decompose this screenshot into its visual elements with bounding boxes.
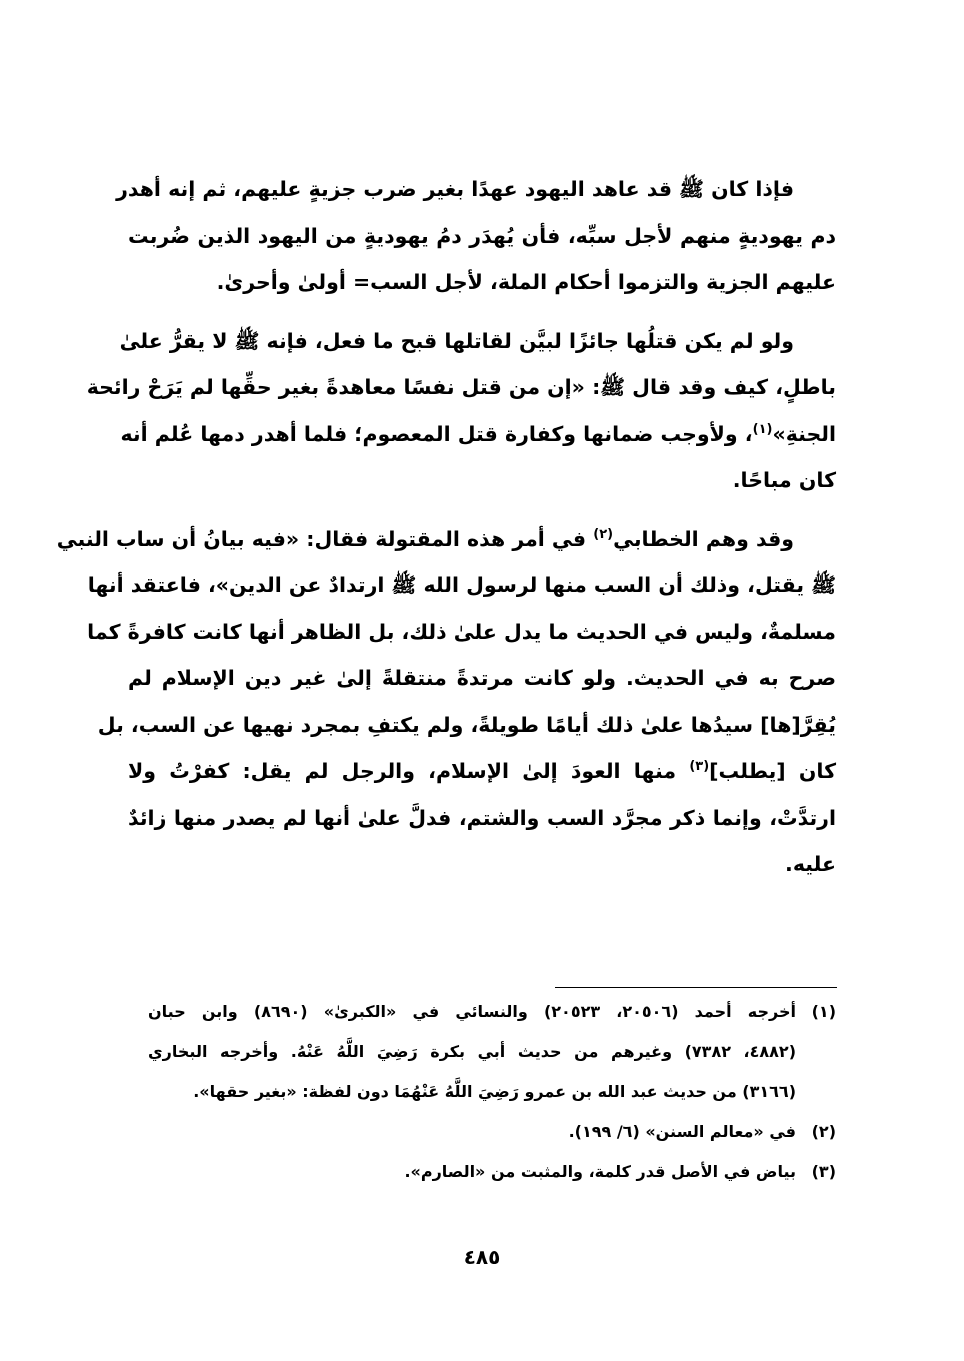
hadith-quote: الجنةِ» — [772, 421, 836, 446]
footnote-line: أخرجه أحمد (٢٠٥٠٦، ٢٠٥٢٣) والنسائي في «الكبرىٰ» (٨٦٩٠) وابن حبان — [148, 1002, 797, 1021]
text-line: دم يهوديةٍ منهم لأجل سبِّه، فأن يُهدَر دمُ يهوديةٍ من اليهود الذين ضُربت — [128, 223, 836, 248]
text-line: فإذا كان ﷺ قد عاهد اليهود عهدًا بغير ضرب جزيةٍ عليهم، ثم إنه أهدر — [116, 177, 794, 201]
footnote-number: (٢) — [811, 1122, 836, 1141]
text-line: يُقِرَّ[ها] سيدُها علىٰ ذلك أيامًا طويلةً، ولم يكتفِ بمجرد نهيها عن السب، بل — [97, 712, 836, 737]
text-segment: باطلٍ، كيف وقد قال ﷺ: — [584, 375, 836, 399]
footnote-line: في «معالم السنن» (٦/ ١٩٩). — [568, 1122, 796, 1141]
text-line — [128, 748, 836, 795]
footnote-ref-3[interactable]: (٣) — [689, 759, 710, 775]
footnote-1 — [148, 992, 836, 1112]
text-line: عليهم الجزية والتزموا أحكام الملة، لأجل السب= أولىٰ وأحرىٰ. — [216, 270, 836, 294]
text-line: ارتدَّتْ، وإنما ذكر مجرَّد السب والشتم، فدلَّ علىٰ أنها لم يصدر منها زائدٌ — [128, 805, 836, 830]
text-segment: في أمر هذه المقتولة فقال: «فيه بيانُ أن ساب النبي — [56, 526, 594, 551]
footnote-number: (٣) — [811, 1162, 836, 1181]
hadith-quote: «إن من قتل نفسًا معاهدةً بغير حقِّها لم يَرَحْ رائحة — [86, 375, 585, 399]
text-line: عليه. — [785, 852, 836, 876]
text-line — [120, 411, 836, 458]
footnote-3 — [148, 1152, 836, 1192]
text-segment: وقد وهم الخطابي — [613, 526, 794, 551]
text-segment: كان [يطلب] — [709, 759, 836, 783]
footnotes — [148, 992, 836, 1192]
footnote-number: (١) — [811, 1002, 836, 1021]
main-text — [56, 166, 836, 888]
text-line: ﷺ يقتل، وذلك أن السب منها لرسول الله ﷺ ارتدادٌ عن الدين»، فاعتقد أنها — [87, 573, 836, 597]
text-segment: ، ولأوجب ضمانها وكفارة قتل المعصوم؛ فلما أهدر دمها عُلم أنه — [120, 421, 753, 446]
footnote-2 — [148, 1112, 836, 1152]
footnote-line: (٣١٦٦) من حديث عبد الله بن عمرو رَضِيَ اللَّهُ عَنْهُمَا دون لفظة: «بغير حقها». — [193, 1082, 796, 1101]
paragraph-1 — [116, 166, 836, 306]
text-line: صرح به في الحديث. ولو كانت مرتدةً منتقلةً إلىٰ غير دين الإسلام لم — [128, 666, 836, 690]
footnote-divider — [555, 987, 837, 988]
paragraph-3 — [56, 516, 836, 888]
footnote-ref-1[interactable]: (١) — [752, 421, 773, 437]
text-line — [86, 364, 836, 411]
page-number: ٤٨٥ — [463, 1245, 501, 1269]
footnote-line: (٤٨٨٢، ٧٣٨٢) وغيرهم من حديث أبي بكرة رَضِيَ اللَّهُ عَنْهُ. وأخرجه البخاري — [148, 1042, 796, 1061]
paragraph-2 — [86, 318, 836, 504]
footnote-line: بياض في الأصل قدر كلمة، والمثبت من «الصارم». — [404, 1162, 796, 1181]
text-segment: منها العودَ إلىٰ الإسلام، والرجل لم يقل: كفرْتُ ولا — [128, 759, 690, 783]
text-line: مسلمةٌ، وليس في الحديث ما يدل علىٰ ذلك، بل الظاهر أنها كانت كافرةً كما — [87, 619, 836, 644]
text-line — [56, 516, 836, 563]
text-line: كان مباحًا. — [732, 468, 836, 492]
text-line: ولو لم يكن قتلُها جائزًا لبيَّن لقاتلها قبح ما فعل، فإنه ﷺ لا يقرُّ علىٰ — [119, 328, 794, 353]
footnote-ref-2[interactable]: (٢) — [593, 526, 614, 542]
